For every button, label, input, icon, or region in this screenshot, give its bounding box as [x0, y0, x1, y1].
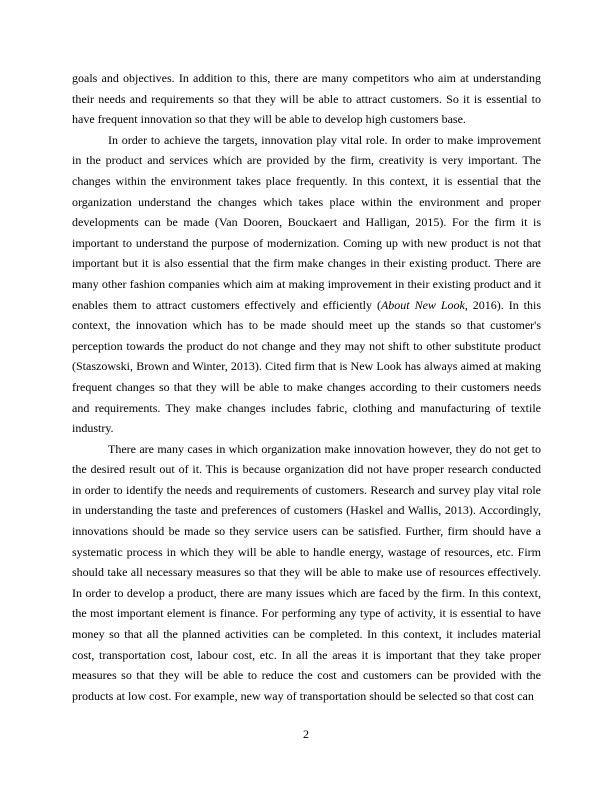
page-number: 2 — [303, 727, 309, 741]
paragraph-3 — [72, 439, 541, 707]
paragraph-2 — [72, 130, 541, 439]
paragraph-2-text-b: , 2016). In this context, the innovation which has to be made should meet up the stands so that customer's perception towards the product do not change and they may not shift to other substitute product (Staszowski, Brown and Winter, 2013). Cited firm that is New Look has always aimed at making frequent changes so that they will be able to make changes according to their customers needs and requirements. They make changes includes fabric, clothing and manufacturing of textile industry. — [72, 297, 542, 436]
source-title-about-new-look: About New Look — [380, 297, 465, 312]
paragraph-2-text-a: In order to achieve the targets, innovation play vital role. In order to make improvement in the product and services which are provided by the firm, creativity is very important. The changes within the environment takes place frequently. In this context, it is essential that the organization understand the changes which takes place within the environment and proper developments can be made (Van Dooren, Bouckaert and Halligan, 2015). For the firm it is important to understand the purpose of modernization. Coming up with new product is not that important but it is also essential that the firm make changes in their existing product. There are many other fashion companies which aim at making improvement in their existing product and it enables them to attract customers effectively and efficiently ( — [72, 132, 541, 312]
paragraph-3-text: There are many cases in which organization make innovation however, they do not get to the desired result out of it. This is because organization did not have proper research conducted in order to identify the needs and requirements of customers. Research and survey play vital role in understanding the taste and preferences of customers (Haskel and Wallis, 2013). Accordingly, innovations should be made so they service users can be satisfied. Further, firm should have a systematic process in which they will be able to handle energy, wastage of resources, etc. Firm should take all necessary measures so that they will be able to make use of resources effectively. In order to develop a product, there are many issues which are faced by the firm. In this context, the most important element is finance. For performing any type of activity, it is essential to have money so that all the planned activities can be completed. In this context, it includes material cost, transportation cost, labour cost, etc. In all the areas it is important that they take proper measures so that they will be able to reduce the cost and customers can be provided with the products at low cost. For example, new way of transportation should be selected so that cost can — [72, 441, 541, 703]
body-text — [72, 68, 541, 706]
paragraph-1-text: goals and objectives. In addition to this, there are many competitors who aim at understanding their needs and requirements so that they will be able to attract customers. So it is essential to have frequent innovation so that they will be able to develop high customers base. — [72, 71, 541, 127]
paragraph-1 — [72, 68, 541, 130]
